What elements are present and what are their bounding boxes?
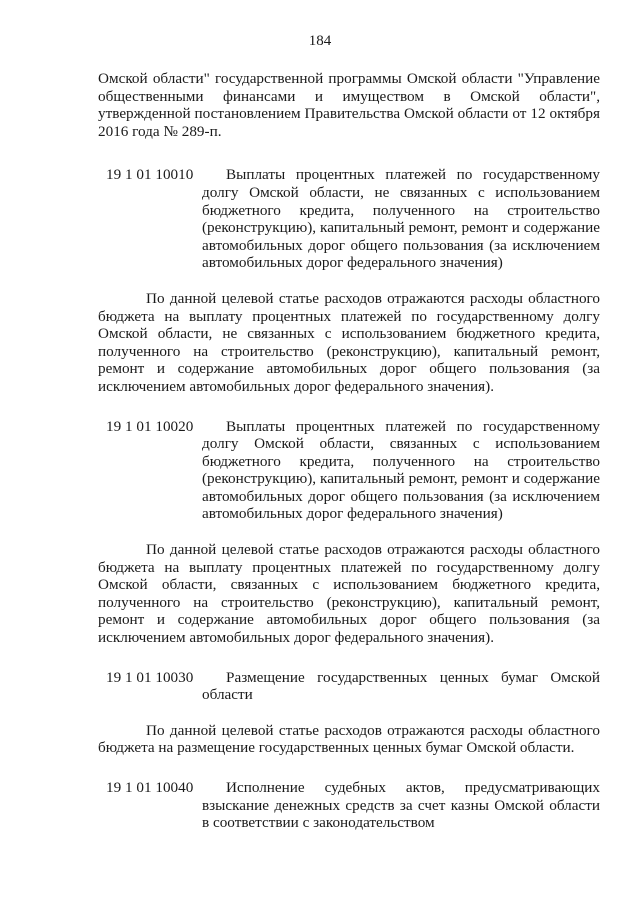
entry-code: 19 1 01 10020: [106, 417, 194, 435]
entry-title: Размещение государственных ценных бумаг Омской области: [202, 668, 600, 704]
entry-title: Выплаты процентных платежей по государственному долгу Омской области, связанных с использованием бюджетного кредита, полученного на строительство (реконструкцию), капитальный ремонт, ремонт и содержание автомобильных дорог общего пользования (за исключением автомобильных дорог федерального значения): [202, 417, 600, 523]
page-number: 184: [308, 33, 332, 49]
intro-paragraph: Омской области" государственной программы Омской области "Управление общественными финансами и имуществом в Омской области", утвержденной постановлением Правительства Омской области от 12 октября 2016 года № 289-п.: [98, 70, 600, 140]
budget-entry: [98, 418, 600, 524]
entry-title: Выплаты процентных платежей по государственному долгу Омской области, не связанных с использованием бюджетного кредита, полученного на строительство (реконструкцию), капитальный ремонт, ремонт и содержание автомобильных дорог общего пользования (за исключением автомобильных дорог федерального значения): [202, 166, 600, 272]
entry-description: По данной целевой статье расходов отражаются расходы областного бюджета на выплату процентных платежей по государственному долгу Омской области, связанных с использованием бюджетного кредита, полученного на строительство (реконструкцию), капитальный ремонт, ремонт и содержание автомобильных дорог общего пользования (за исключением автомобильных дорог федерального значения).: [98, 541, 600, 647]
entry-description: По данной целевой статье расходов отражаются расходы областного бюджета на размещение государственных ценных бумаг Омской области.: [98, 721, 600, 757]
entry-code: 19 1 01 10010: [106, 166, 194, 184]
budget-entry: [98, 166, 600, 272]
document-body: [98, 70, 600, 832]
entry-code: 19 1 01 10040: [106, 779, 194, 796]
budget-entry: [98, 669, 600, 704]
entry-description: По данной целевой статье расходов отражаются расходы областного бюджета на выплату процентных платежей по государственному долгу Омской области, не связанных с использованием бюджетного кредита, полученного на строительство (реконструкцию), капитальный ремонт, ремонт и содержание автомобильных дорог общего пользования (за исключением автомобильных дорог федерального значения).: [98, 289, 600, 395]
entry-title: Исполнение судебных актов, предусматривающих взыскание денежных средств за счет казны Омской области в соответствии с законодательством: [202, 779, 600, 832]
entry-code: 19 1 01 10030: [106, 668, 194, 686]
budget-entry: [98, 779, 600, 832]
